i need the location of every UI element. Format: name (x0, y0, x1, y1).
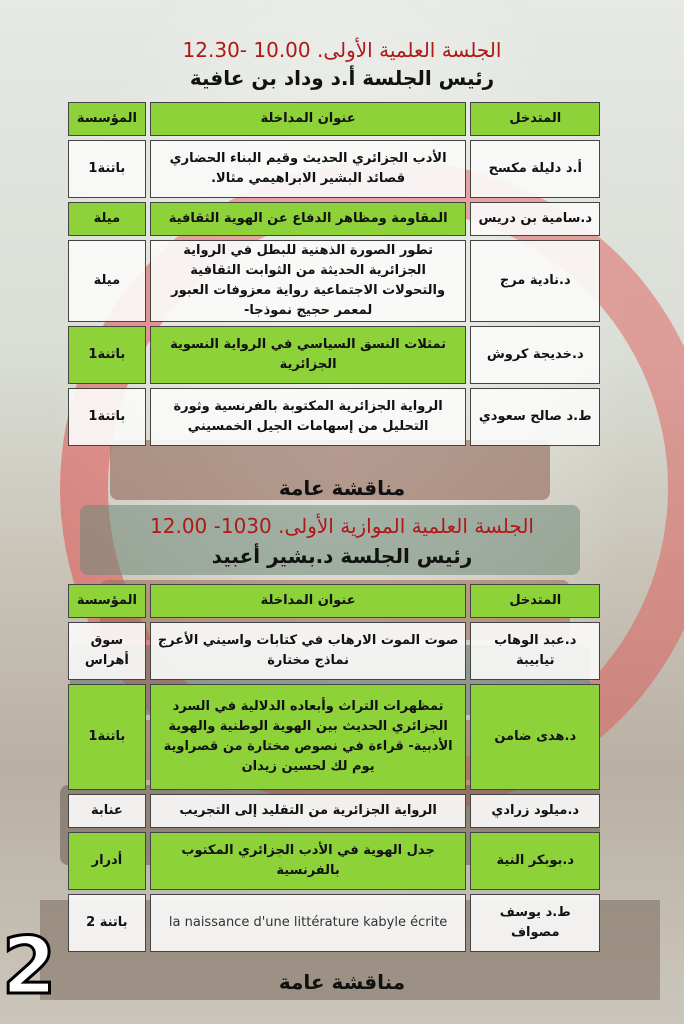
speaker-cell: أ.د دليلة مكسح (470, 140, 600, 198)
table-row (68, 240, 600, 322)
institution-cell: باتنة1 (68, 326, 146, 384)
table-row (68, 622, 600, 680)
table-row (68, 140, 600, 198)
speaker-cell: د.خديجة كروش (470, 326, 600, 384)
title-cell: المقاومة ومظاهر الدفاع عن الهوية الثقافية (150, 202, 467, 236)
table-row (68, 388, 600, 446)
institution-cell: باتنة1 (68, 388, 146, 446)
institution-cell: ميلة (68, 202, 146, 236)
speaker-cell: ط.د يوسف مصواف (470, 894, 600, 952)
session1-chair: رئيس الجلسة أ.د وداد بن عافية (189, 66, 495, 90)
institution-cell: سوق أهراس (68, 622, 146, 680)
title-cell: الرواية الجزائرية من التقليد إلى التجريب (150, 794, 467, 828)
header-title: عنوان المداخلة (150, 584, 467, 618)
session1-header-row (68, 102, 600, 136)
header-speaker: المتدخل (470, 584, 600, 618)
session1-title: الجلسة العلمية الأولى. 10.00 -12.30 (182, 38, 502, 62)
institution-cell: باتنة1 (68, 140, 146, 198)
table-row (68, 202, 600, 236)
header-institution: المؤسسة (68, 102, 146, 136)
session2-chair: رئيس الجلسة د.بشير أعبيد (211, 544, 473, 568)
table-row (68, 326, 600, 384)
session1-discussion: مناقشة عامة (278, 476, 406, 500)
page-number: 2 (2, 922, 57, 1012)
title-cell: تمظهرات التراث وأبعاده الدلالية في السرد الجزائري الحديث بين الهوية الوطنية والهوية الأدبية- قراءة في نصوص مختارة من قصراوية يوم لك لحسين زيدان (150, 684, 467, 790)
title-cell: تمثلات النسق السياسي في الرواية النسوية الجزائرية (150, 326, 467, 384)
speaker-cell: د.عبد الوهاب تيابيبة (470, 622, 600, 680)
speaker-cell: ط.د صالح سعودي (470, 388, 600, 446)
institution-cell: أدرار (68, 832, 146, 890)
title-cell: la naissance d'une littérature kabyle écrite (150, 894, 467, 952)
institution-cell: باتنة1 (68, 684, 146, 790)
header-institution: المؤسسة (68, 584, 146, 618)
title-cell: تطور الصورة الذهنية للبطل في الرواية الجزائرية الحديثة من الثوابت الثقافية والتحولات الاجتماعية رواية معزوفات العبور لمعمر حجيج نموذجا- (150, 240, 467, 322)
table-row (68, 894, 600, 952)
table-row (68, 684, 600, 790)
title-cell: الرواية الجزائرية المكتوبة بالفرنسية وثورة التحليل من إسهامات الجيل الخمسيني (150, 388, 467, 446)
header-speaker: المتدخل (470, 102, 600, 136)
session2-header-row (68, 584, 600, 618)
table-row (68, 832, 600, 890)
header-title: عنوان المداخلة (150, 102, 467, 136)
title-cell: الأدب الجزائري الحديث وقيم البناء الحضاري قصائد البشير الابراهيمي مثالا. (150, 140, 467, 198)
speaker-cell: د.بوبكر النية (470, 832, 600, 890)
speaker-cell: د.سامية بن دريس (470, 202, 600, 236)
institution-cell: باتنة 2 (68, 894, 146, 952)
title-cell: جدل الهوية في الأدب الجزائري المكتوب بالفرنسية (150, 832, 467, 890)
title-cell: صوت الموت الارهاب في كتابات واسيني الأعرج نماذج مختارة (150, 622, 467, 680)
institution-cell: ميلة (68, 240, 146, 322)
speaker-cell: د.هدى ضامن (470, 684, 600, 790)
session2-title: الجلسة العلمية الموازية الأولى. 1030- 12.00 (150, 514, 534, 538)
table-row (68, 794, 600, 828)
session2-discussion: مناقشة عامة (278, 970, 406, 994)
speaker-cell: د.ميلود زرادي (470, 794, 600, 828)
institution-cell: عنابة (68, 794, 146, 828)
speaker-cell: د.نادية مرج (470, 240, 600, 322)
